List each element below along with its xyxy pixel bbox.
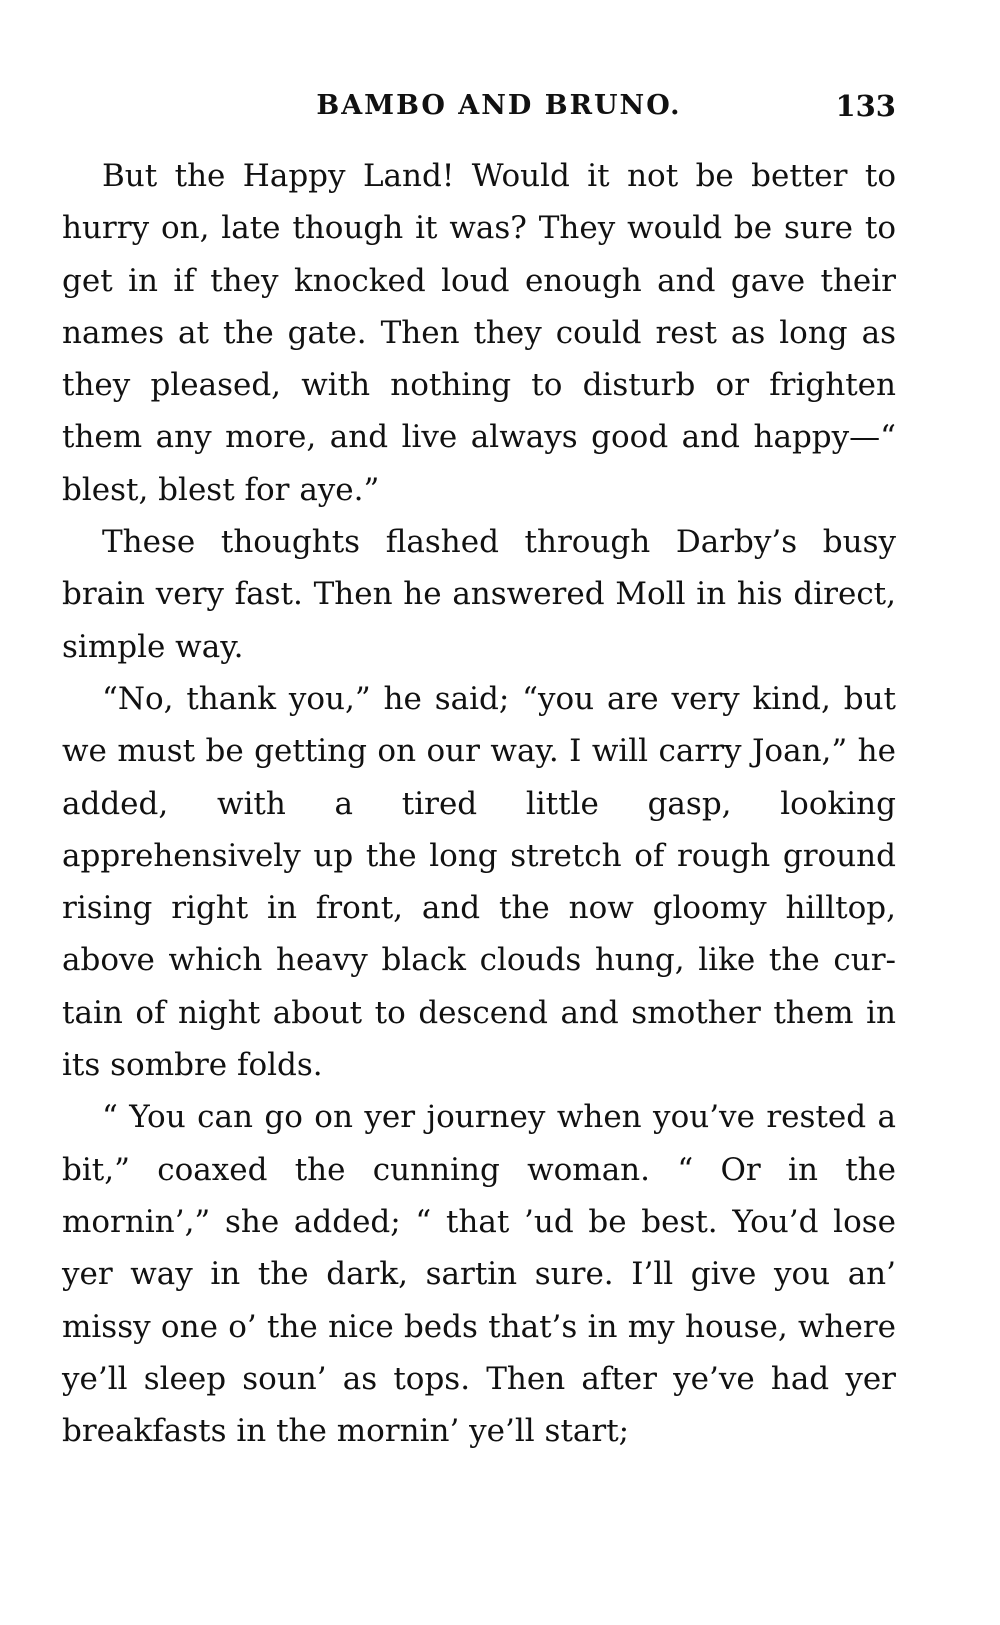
page-number: 133 (835, 89, 896, 123)
page-header (62, 84, 896, 128)
body-text (62, 150, 896, 1457)
paragraph-4: “ You can go on yer journey when you’ve rested a bit,” coaxed the cunning woman. “ Or in the mornin’,” she added; “ that ’ud be best. You’d lose yer way in the dark, sartin sure. I’ll give you an’ missy one o’ the nice beds that’s in my house, where ye’ll sleep soun’ as tops. Then after ye’ve had yer breakfasts in the mornin’ ye’ll start; (62, 1099, 896, 1450)
running-title: BAMBO AND BRUNO. (316, 90, 682, 121)
paragraph-2: These thoughts flashed through Darby’s busy brain very fast. Then he answered Moll in his direct, simple way. (62, 524, 896, 665)
paragraph-1: But the Happy Land! Would it not be better to hurry on, late though it was? They would be sure to get in if they knocked loud enough and gave their names at the gate. Then they could rest as long as they pleased, with nothing to disturb or frighten them any more, and live always good and happy—“ blest, blest for aye.” (62, 158, 896, 508)
paragraph-3: “No, thank you,” he said; “you are very kind, but we must be getting on our way. I will carry Joan,” he added, with a tired little gasp, looking apprehensively up the long stretch of rough ground rising right in front, and the now gloomy hilltop, above which heavy black clouds hung, like the cur-tain of night about to descend and smother them in its sombre folds. (62, 680, 896, 1084)
book-page (62, 0, 896, 1625)
